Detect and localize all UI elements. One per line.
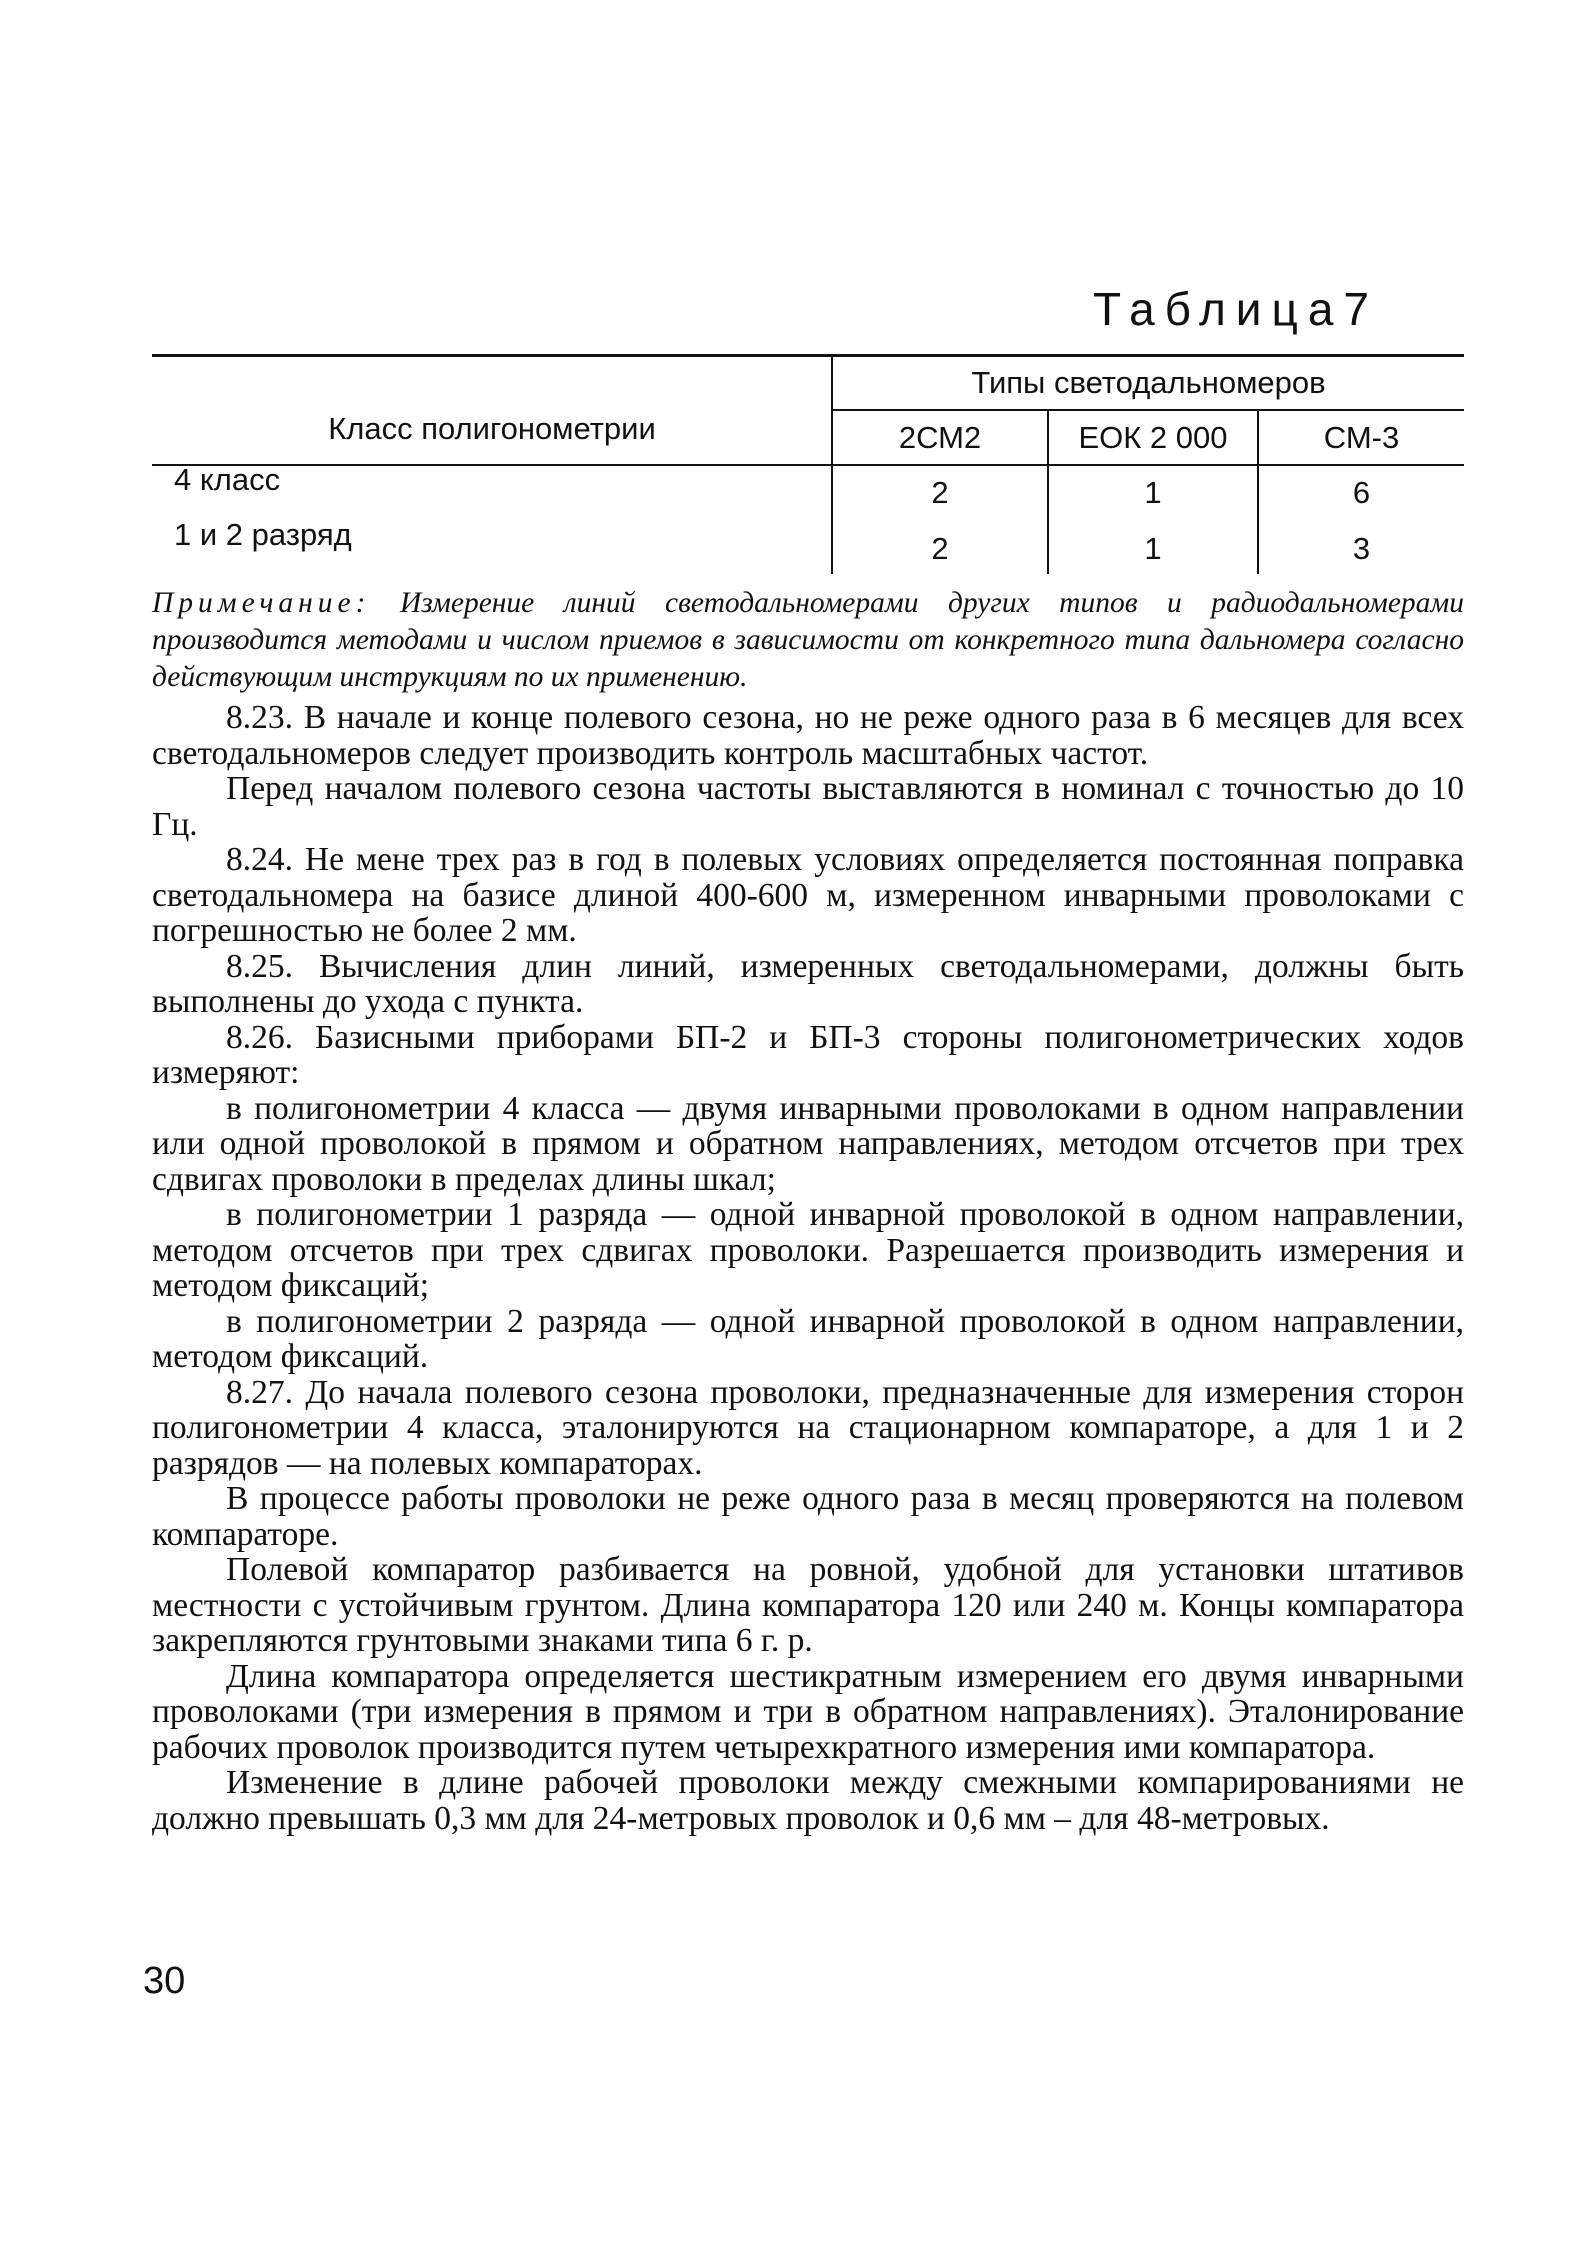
paragraph: Длина компаратора определяется шестикратным измерением его двумя инварными проволоками (три измерения в прямом и три в обратном направлениях). Эталонирование рабочих проволок производится путем четырехкратного измерения ими компаратора. bbox=[152, 1657, 1464, 1766]
device-types-header: Типы светодальномеров bbox=[971, 365, 1326, 400]
header-group-rule bbox=[832, 409, 1464, 411]
table-cell: 2 bbox=[931, 475, 949, 510]
paragraph-8-27: 8.27. До начала полевого сезона проволоки, предназначенные для измерения сторон полигонометрии 4 класса, эталонируются на стационарном компараторе, а для 1 и 2 разрядов — на полевых компараторах. bbox=[152, 1373, 1464, 1482]
table-title: Таблица7 bbox=[1093, 283, 1379, 335]
table-note bbox=[152, 585, 1464, 696]
paragraph: в полигонометрии 1 разряда — одной инварной проволокой в одном направлении, методом отсчетов при трех сдвигах проволоки. Разрешается производить измерения и методом фиксаций; bbox=[152, 1196, 1464, 1304]
table-top-rule bbox=[152, 354, 1464, 357]
table-cell: 1 bbox=[1144, 531, 1162, 566]
paragraph-8-23: 8.23. В начале и конце полевого сезона, но не реже одного раза в 6 месяцев для всех светодальномеров следует производить контроль масштабных частот. bbox=[152, 699, 1464, 772]
table-row-label: 4 класс bbox=[174, 462, 281, 497]
column-header-sm3: СМ-3 bbox=[1323, 420, 1400, 455]
classification-table bbox=[152, 354, 1464, 578]
paragraph-8-25: 8.25. Вычисления длин линий, измеренных светодальномерами, должны быть выполнены до ухода с пункта. bbox=[152, 947, 1464, 1020]
paragraph: Изменение в длине рабочей проволоки между смежными компарированиями не должно превышать 0,3 мм для 24-метровых проволок и 0,6 мм – для 48-метровых. bbox=[152, 1764, 1464, 1837]
table-cell: 1 bbox=[1144, 475, 1162, 510]
paragraph-8-26: 8.26. Базисными приборами БП-2 и БП-3 стороны полигонометрических ходов измеряют: bbox=[152, 1018, 1464, 1091]
page-number: 30 bbox=[143, 1960, 186, 2002]
paragraph: В процессе работы проволоки не реже одного раза в месяц проверяются на полевом компараторе. bbox=[152, 1480, 1464, 1553]
column-header-2sm2: 2СМ2 bbox=[898, 420, 982, 455]
paragraph: Перед началом полевого сезона частоты выставляются в номинал с точностью до 10 Гц. bbox=[152, 770, 1464, 843]
paragraph: в полигонометрии 2 разряда — одной инварной проволокой в одном направлении, методом фиксаций. bbox=[152, 1302, 1464, 1375]
paragraph-8-24: 8.24. Не мене трех раз в год в полевых условиях определяется постоянная поправка светодальномера на базисе длиной 400-600 м, измеренном инварными проволоками с погрешностью не более 2 мм. bbox=[152, 841, 1464, 949]
paragraph: в полигонометрии 4 класса — двумя инварными проволоками в одном направлении или одной проволокой в прямом и обратном направлениях, методом отсчетов при трех сдвигах проволоки в пределах длины шкал; bbox=[152, 1089, 1464, 1198]
table-cell: 6 bbox=[1352, 475, 1371, 510]
body-text bbox=[152, 700, 1464, 1836]
table-cell: 3 bbox=[1352, 531, 1371, 566]
class-column-header: Класс полигонометрии bbox=[328, 411, 656, 446]
note-label: Примечание: bbox=[152, 587, 371, 619]
table-cell: 2 bbox=[931, 531, 949, 566]
paragraph: Полевой компаратор разбивается на ровной, удобной для установки штативов местности с устойчивым грунтом. Длина компаратора 120 или 240 м. Концы компаратора закрепляются грунтовыми знаками типа 6 г. р. bbox=[152, 1551, 1464, 1659]
column-header-eok2000: ЕОК 2 000 bbox=[1078, 420, 1228, 455]
note-text: Измерение линий светодальномерами других типов и радиодальномерами производится методами и числом приемов в зависимости от конкретного типа дальномера согласно действующим инструкциям по их применению. bbox=[152, 587, 1464, 693]
header-bottom-rule bbox=[152, 464, 1464, 466]
table-row-label: 1 и 2 разряд bbox=[174, 517, 352, 552]
